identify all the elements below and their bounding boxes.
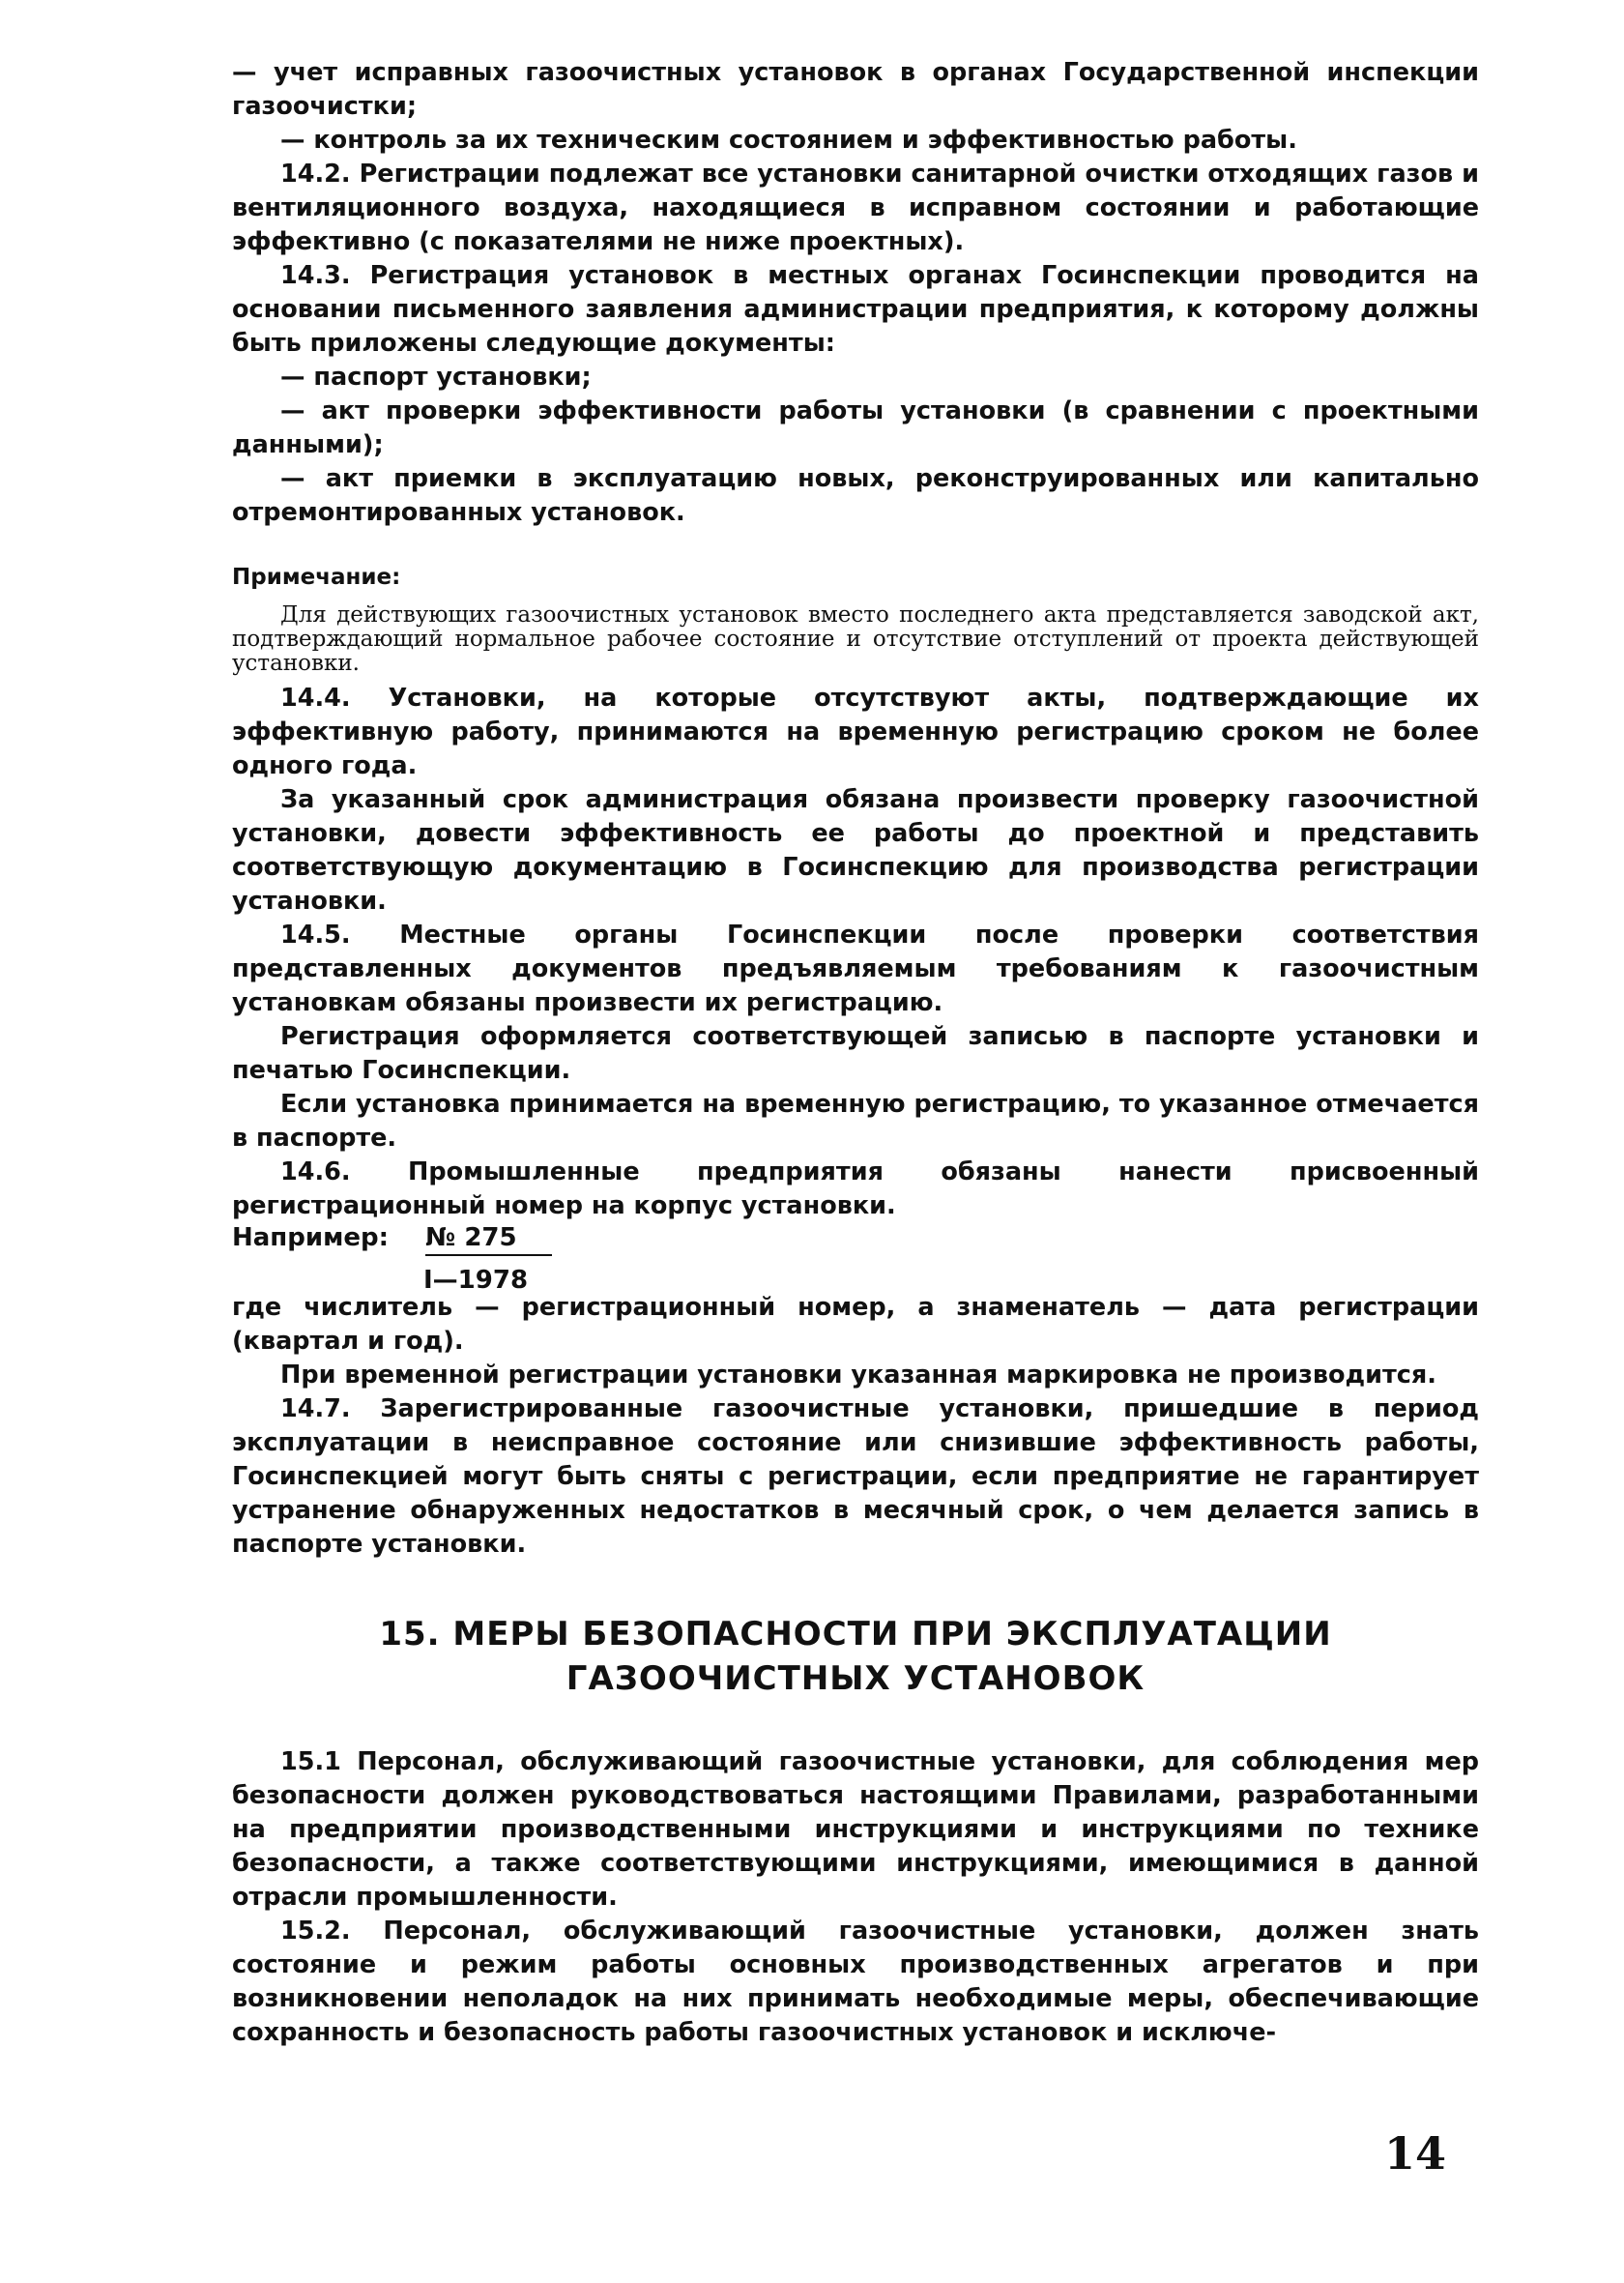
section-title-line-1: 15. МЕРЫ БЕЗОПАСНОСТИ ПРИ ЭКСПЛУАТАЦИИ (379, 1615, 1332, 1654)
paragraph-registration-record: Регистрация оформляется соответствующей записью в паспорте установки и печатью Госинспекции. (232, 1022, 1479, 1085)
paragraph-14-6: 14.6. Промышленные предприятия обязаны нанести присвоенный регистрационный номер на корпус установки. (232, 1157, 1479, 1220)
section-title-line-2: ГАЗООЧИСТНЫХ УСТАНОВОК (566, 1659, 1146, 1698)
page-content (232, 56, 1479, 2050)
example-label: Например: (232, 1223, 389, 1252)
page-number: 14 (1384, 2127, 1447, 2180)
paragraph-deadline: За указанный срок администрация обязана произвести проверку газоочистной установки, довести эффективность ее работы до проектной и представить соответствующую документацию в Госинспекцию для производства регистрации установки. (232, 785, 1479, 916)
paragraph-14-5: 14.5. Местные органы Госинспекции после проверки соответствия представленных документов предъявляемым требованиям к газоочистным установкам обязаны произвести их регистрацию. (232, 921, 1479, 1017)
paragraph-14-3: 14.3. Регистрация установок в местных органах Госинспекции проводится на основании письменного заявления администрации предприятия, к которому должны быть приложены следующие документы: (232, 261, 1479, 358)
paragraph-no-marking: При временной регистрации установки указанная маркировка не производится. (280, 1361, 1436, 1390)
note-text: Для действующих газоочистных установок вместо последнего акта представляется заводской акт, подтверждающий нормальное рабочее состояние и отсутствие отступлений от проекта действующей установки. (232, 602, 1479, 676)
note-heading: Примечание: (232, 565, 401, 590)
list-item-acceptance-act: — акт приемки в эксплуатацию новых, реконструированных или капитально отремонтированных установок. (232, 464, 1479, 527)
list-item-passport: — паспорт установки; (280, 363, 592, 392)
paragraph-14-7: 14.7. Зарегистрированные газоочистные установки, пришедшие в период эксплуатации в неисправное состояние или снизившие эффективность работы, Госинспекцией могут быть сняты с регистрации, если предприятие не гарантирует устранение обнаруженных недостатков в месячный срок, о чем делается запись в паспорте установки. (232, 1394, 1479, 1559)
registration-example (232, 1223, 1479, 1295)
paragraph-15-2: 15.2. Персонал, обслуживающий газоочистные установки, должен знать состояние и режим работы основных производственных агрегатов и при возникновении неполадок на них принимать необходимые меры, обеспечивающие сохранность и безопасность работы газоочистных установок и исключе- (232, 1917, 1479, 2047)
list-item-efficiency-act: — акт проверки эффективности работы установки (в сравнении с проектными данными); (232, 396, 1479, 459)
paragraph-temporary-registration: Если установка принимается на временную регистрацию, то указанное отмечается в паспорте. (232, 1090, 1479, 1153)
example-denominator: I—1978 (423, 1266, 529, 1295)
paragraph-numerator-explanation: где числитель — регистрационный номер, а знаменатель — дата регистрации (квартал и год). (232, 1293, 1479, 1356)
paragraph-14-2: 14.2. Регистрации подлежат все установки санитарной очистки отходящих газов и вентиляционного воздуха, находящиеся в исправном состоянии и работающие эффективно (с показателями не ниже проектных). (232, 160, 1479, 256)
paragraph-15-1: 15.1 Персонал, обслуживающий газоочистные установки, для соблюдения мер безопасности должен руководствоваться настоящими Правилами, разработанными на предприятии производственными инструкциями и инструкциями по технике безопасности, а также соответствующими инструкциями, имеющимися в данной отрасли промышленности. (232, 1747, 1479, 1912)
paragraph-top-2: — контроль за их техническим состоянием и эффективностью работы. (280, 126, 1297, 155)
paragraph-14-4: 14.4. Установки, на которые отсутствуют акты, подтверждающие их эффективную работу, принимаются на временную регистрацию сроком не более одного года. (232, 684, 1479, 780)
example-numerator: № 275 (425, 1223, 552, 1256)
paragraph-top-1: — учет исправных газоочистных установок в органах Государственной инспекции газоочистки; (232, 58, 1479, 121)
section-title (232, 1612, 1479, 1701)
